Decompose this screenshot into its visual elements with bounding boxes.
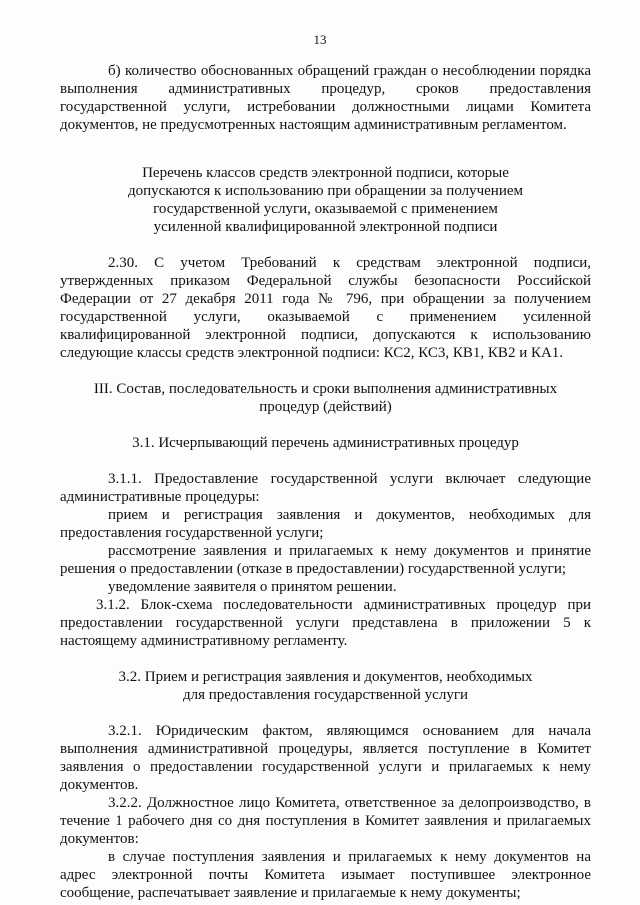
heading-line: государственной услуги, оказываемой с применением <box>153 201 498 217</box>
paragraph-3-1-1: 3.1.1. Предоставление государственной услуги включает следующие административные процедуры: <box>60 471 591 505</box>
paragraph-3-2-1: 3.2.1. Юридическим фактом, являющимся основанием для начала выполнения административной процедуры, является поступление в Комитет заявления о предоставлении государственной услуги и прилагаемых к нему документов. <box>60 723 591 793</box>
heading-line: Перечень классов средств электронной подписи, которые <box>142 165 509 181</box>
list-item: уведомление заявителя о принятом решении. <box>108 579 397 595</box>
heading-line: III. Состав, последовательность и сроки выполнения административных <box>93 381 558 397</box>
heading-signature-classes <box>60 164 591 236</box>
heading-line: допускаются к использованию при обращении за получением <box>127 183 524 199</box>
list-item: рассмотрение заявления и прилагаемых к нему документов и принятие решения о предоставлении (отказе в предоставлении) государственной услуги; <box>60 543 591 577</box>
paragraph-email: в случае поступления заявления и прилагаемых к нему документов на адрес электронной почты Комитета изымает поступившее электронное сообщение, распечатывает заявление и прилагаемые к нему документы; <box>60 849 591 901</box>
list-item: прием и регистрация заявления и документов, необходимых для предоставления государственной услуги; <box>60 507 591 541</box>
page-number: 13 <box>313 32 327 47</box>
heading-line: усиленной квалифицированной электронной подписи <box>153 219 498 235</box>
paragraph-2-30: 2.30. С учетом Требований к средствам электронной подписи, утвержденных приказом Федеральной службы безопасности Российской Федерации от 27 декабря 2011 года № 796, при обращении за получением государственной услуги, оказываемой с применением усиленной квалифицированной электронной подписи, допускаются к использованию следующие классы средств электронной подписи: КС2, КС3, КВ1, КВ2 и КА1. <box>60 255 591 361</box>
paragraph-3-1-2: 3.1.2. Блок-схема последовательности административных процедур при предоставлении государственной услуги представлена в приложении 5 к настоящему административному регламенту. <box>60 597 591 649</box>
document-body <box>60 62 591 902</box>
heading-line: 3.2. Прием и регистрация заявления и документов, необходимых <box>118 669 533 685</box>
heading-3-1: 3.1. Исчерпывающий перечень административных процедур <box>132 435 519 451</box>
section-iii-heading <box>60 380 591 416</box>
paragraph-3-2-2: 3.2.2. Должностное лицо Комитета, ответственное за делопроизводство, в течение 1 рабочего дня со дня поступления в Комитет заявления и прилагаемых документов: <box>60 795 591 847</box>
heading-3-2 <box>60 668 591 704</box>
heading-line: процедур (действий) <box>259 399 392 415</box>
heading-line: для предоставления государственной услуги <box>182 687 469 703</box>
paragraph-b: б) количество обоснованных обращений граждан о несоблюдении порядка выполнения административных процедур, сроков предоставления государственной услуги, истребовании должностными лицами Комитета документов, не предусмотренных настоящим административным регламентом. <box>60 63 591 133</box>
